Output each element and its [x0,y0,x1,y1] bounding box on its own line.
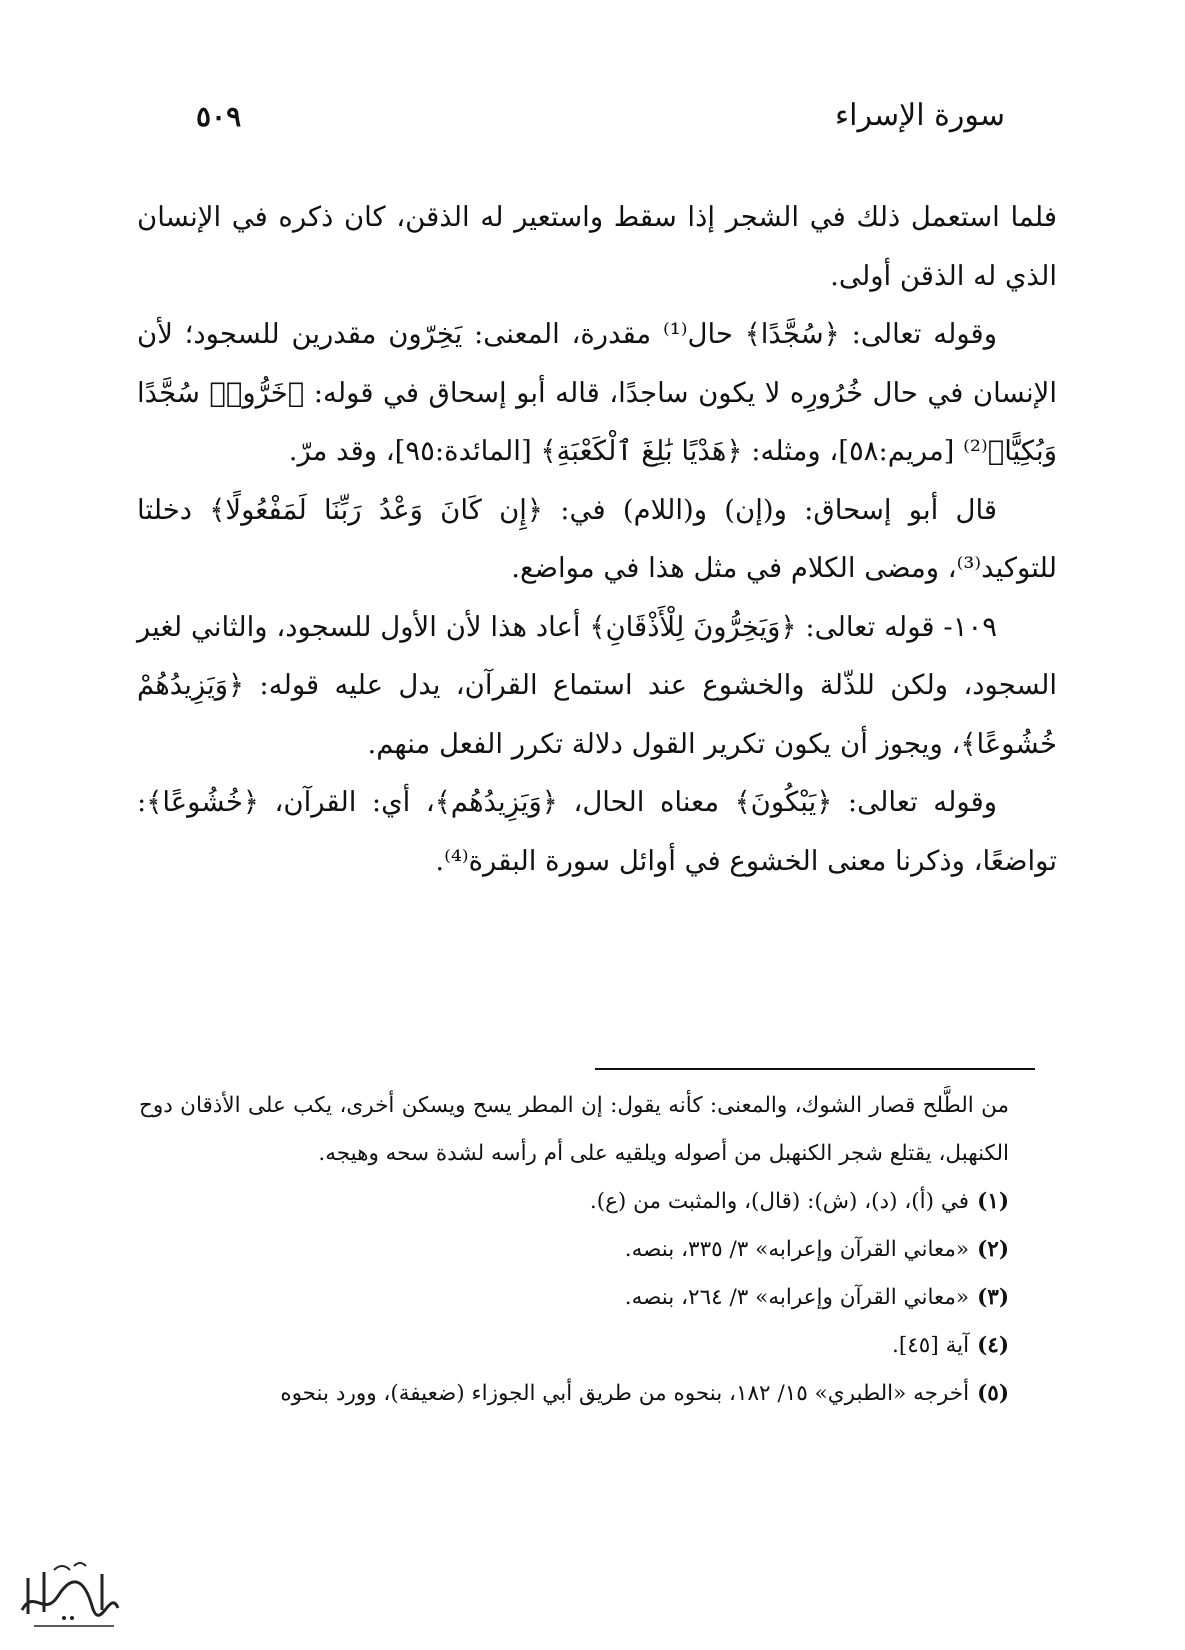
footnote-text: «معاني القرآن وإعرابه» ٣/ ٢٦٤، بنصه. [624,1285,970,1310]
library-stamp-logo [14,1548,124,1638]
footnote-5 [139,1370,1009,1418]
surah-title: سورة الإسراء [835,98,1005,133]
footnote-4 [139,1322,1009,1370]
main-text [137,188,1057,890]
footnote-number: (٣) [977,1285,1009,1310]
footnote-text: في (أ)، (د)، (ش): (قال)، والمثبت من (ع). [589,1189,970,1214]
page-header [196,98,1005,148]
footnote-number: (١) [977,1189,1009,1214]
page-number: ٥٠٩ [196,100,242,133]
footnote-number: (٤) [977,1333,1009,1358]
footnote-text: «معاني القرآن وإعرابه» ٣/ ٣٣٥، بنصه. [624,1237,970,1262]
footnote-number: (٥) [977,1381,1009,1406]
footnote-3 [139,1274,1009,1322]
paragraph-1: فلما استعمل ذلك في الشجر إذا سقط واستعير له الذقن، كان ذكره في الإنسان الذي له الذقن أولى. [137,201,1057,292]
paragraph-3: قال أبو إسحاق: و(إن) و(اللام) في: ﴿إِن كَانَ وَعْدُ رَبِّنَا لَمَفْعُولًا﴾ دخلتا للتوكيد⁽³⁾، ومضى الكلام في مثل هذا في مواضع. [137,493,1057,584]
paragraph-2: وقوله تعالى: ﴿سُجَّدًا﴾ حال⁽¹⁾ مقدرة، المعنى: يَخِرّون مقدرين للسجود؛ لأن الإنسان في حال خُرُورِه لا يكون ساجدًا، قاله أبو إسحاق في قوله: ﴿خَرُّوا۟ سُجَّدًا وَبُكِيًّا﴾⁽²⁾ [مريم:٥٨]، ومثله: ﴿هَدْيًا بَٰلِغَ ٱلْكَعْبَةِ﴾ [المائدة:٩٥]، وقد مرّ. [137,318,1057,467]
footnote-1 [139,1178,1009,1226]
footnote-text: آية [٤٥]. [892,1333,970,1358]
footnote-number: (٢) [977,1237,1009,1262]
footnote-2 [139,1226,1009,1274]
footnote-continuation: من الطَّلح قصار الشوك، والمعنى: كأنه يقول: إن المطر يسح ويسكن أخرى، يكب على الأذقان دوح الكنهبل، يقتلع شجر الكنهبل من أصوله ويلقيه على أم رأسه لشدة سحه وهيجه. [139,1093,1009,1166]
footnote-divider [595,1068,1035,1070]
footnote-text: أخرجه «الطبري» ١٥/ ١٨٢، بنحوه من طريق أبي الجوزاء (ضعيفة)، وورد بنحوه [280,1381,970,1406]
footnotes [139,1082,1009,1418]
paragraph-4: ١٠٩- قوله تعالى: ﴿وَيَخِرُّونَ لِلْأَذْقَانِ﴾ أعاد هذا لأن الأول للسجود، والثاني لغير السجود، ولكن للذّلة والخشوع عند استماع القرآن، يدل عليه قوله: ﴿وَيَزِيدُهُمْ خُشُوعًا﴾، ويجوز أن يكون تكرير القول دلالة تكرر الفعل منهم. [137,610,1057,760]
paragraph-5: وقوله تعالى: ﴿يَبْكُونَ﴾ معناه الحال، ﴿وَيَزِيدُهُم﴾، أي: القرآن، ﴿خُشُوعًا﴾: تواضعًا، وذكرنا معنى الخشوع في أوائل سورة البقرة⁽⁴⁾. [137,786,1057,877]
